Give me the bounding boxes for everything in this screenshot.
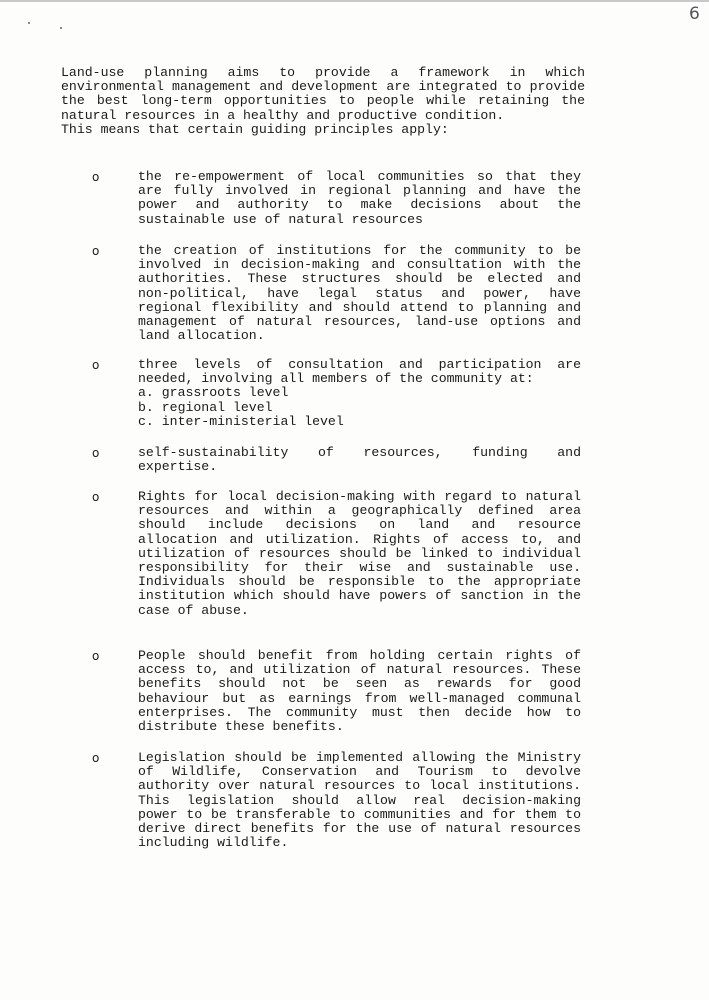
bullet-marker: o [92,446,100,460]
scan-speck [28,22,30,24]
page-number: 6 [689,4,700,24]
sub-item: b. regional level [138,399,273,415]
intro-lead-in: This means that certain guiding principles apply: [61,121,449,137]
principle-text: People should benefit from holding certain rights of access to, and utilization of natural resources. These benefits should not be seen as rewards for good behaviour but as earnings from well-managed communal enterprises. The community must then decide how to distribute these benefits. [138,648,581,735]
sub-item: c. inter-ministerial level [138,413,344,429]
principle-text: the re-empowerment of local communities so that they are fully involved in regional planning and have the power and authority to make decisions about the sustainable use of natural resources [138,169,581,227]
principle-text: the creation of institutions for the community to be involved in decision-making and consultation with the authorities. These structures should be elected and non-political, have legal status and power, have regional flexibility and should attend to planning and management of natural resources, land-use options and land allocation. [138,243,581,344]
principle-text: Legislation should be implemented allowing the Ministry of Wildlife, Conservation and Tourism to devolve authority over natural resources to local institutions. This legislation should allow real decision-making power to be transferable to communities and for them to derive direct benefits for the use of natural resources including wildlife. [138,750,581,851]
principle-text: self-sustainability of resources, funding and expertise. [138,445,581,475]
sub-item: a. grassroots level [138,385,289,401]
principle-text: Rights for local decision-making with regard to natural resources and within a geographically defined area should include decisions on land and resource allocation and utilization. Rights of access to, and utilization of resources should be linked to individual responsibility for their wise and sustainable use. Individuals should be responsible to the appropriate institution which should have powers of sanction in the case of abuse. [138,489,581,618]
principle-text: three levels of consultation and participation are needed, involving all members of the community at: [138,357,581,387]
bullet-marker: o [92,751,100,765]
intro-paragraph: Land-use planning aims to provide a framework in which environmental management and development are integrated to provide the best long-term opportunities to people while retaining the natural resources in a healthy and productive condition. [61,65,585,123]
scan-top-edge [0,0,709,2]
bullet-marker: o [92,244,100,258]
bullet-marker: o [92,490,100,504]
consultation-levels-list [138,386,581,429]
bullet-marker: o [92,649,100,663]
bullet-marker: o [92,170,100,184]
intro-section [61,66,585,137]
principle-body [138,358,581,429]
scan-speck [60,27,62,29]
bullet-marker: o [92,358,100,372]
